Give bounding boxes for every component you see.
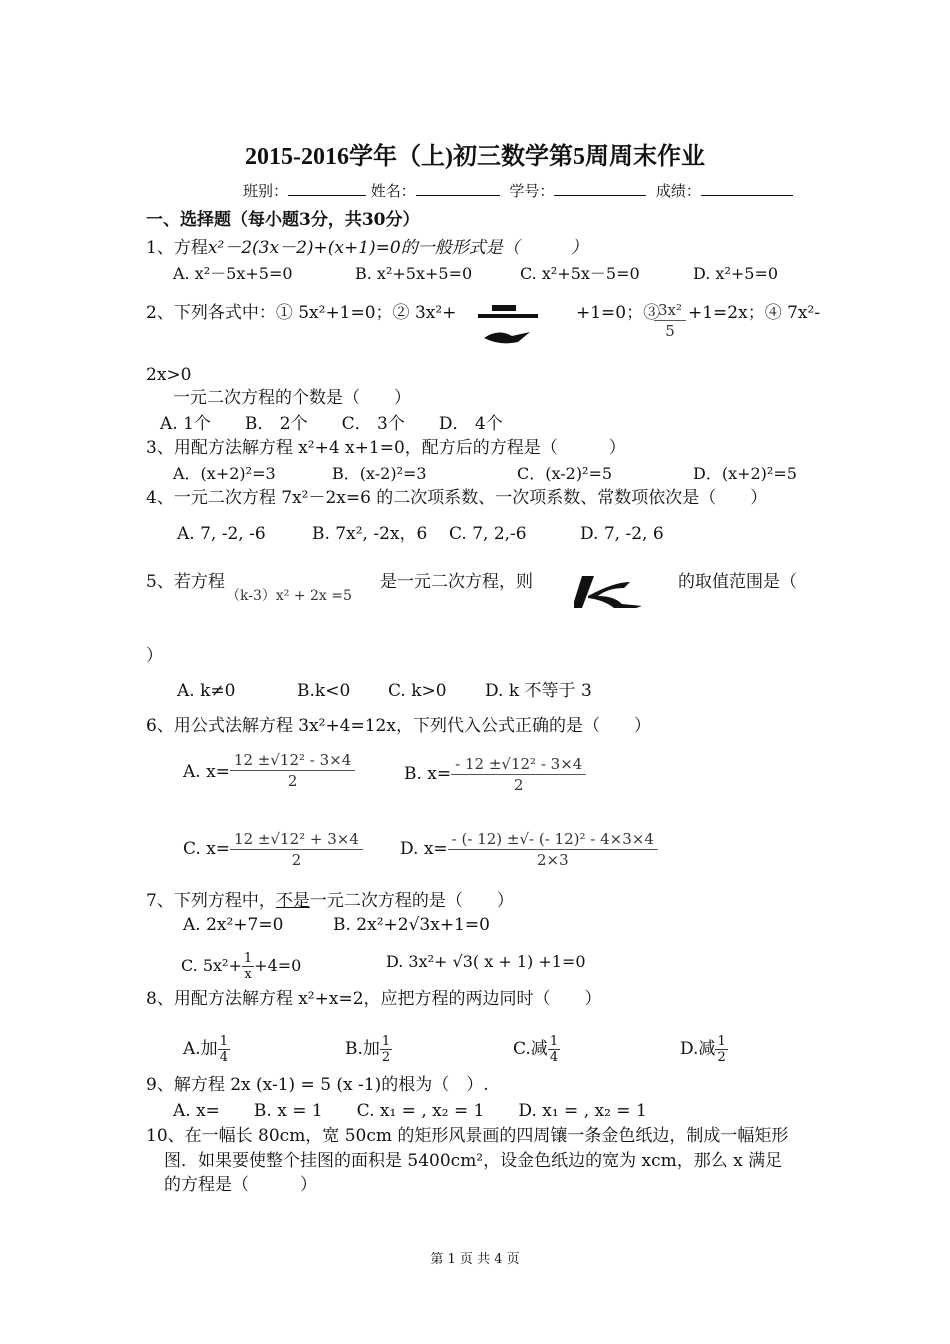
q2-frac3 bbox=[654, 300, 686, 341]
q5-equation: （k-3）x² + 2x =5 bbox=[226, 588, 352, 604]
q9-stem: 9、解方程 2x (x-1) = 5 (x -1)的根为（ ）. bbox=[146, 1075, 489, 1095]
q1-option-a: A. x²－5x+5=0 bbox=[173, 264, 293, 283]
q10-line-1: 10、在一幅长 80cm，宽 50cm 的矩形风景画的四周镶一条金色纸边，制成一幅矩形 bbox=[146, 1126, 789, 1146]
q8-c-text: C.减 bbox=[513, 1039, 548, 1059]
q8-c-num: 1 bbox=[549, 1034, 559, 1049]
q5-stem: 5、若方程 bbox=[146, 572, 225, 592]
q2-continuation: 2x>0 bbox=[146, 365, 192, 385]
q7-option-d: D. 3x²+ √3( x + 1) +1=0 bbox=[386, 952, 586, 971]
q10-line-3: 的方程是（ ） bbox=[164, 1175, 317, 1195]
q7-stem bbox=[146, 890, 514, 912]
q6-c-num: 12 ±√12² + 3×4 bbox=[230, 829, 363, 850]
q7-c-text: C. 5x²+ bbox=[181, 956, 242, 975]
page-footer: 第 1 页 共 4 页 bbox=[430, 1252, 520, 1267]
q3-option-b: B．(x-2)²=3 bbox=[332, 464, 427, 483]
q6-d-label: D. x= bbox=[400, 839, 448, 859]
q7-c-tail: +4=0 bbox=[254, 956, 302, 975]
q8-option-a bbox=[183, 1034, 230, 1065]
q10-line-2: 图．如果要使整个挂图的面积是 5400cm²，设金色纸边的宽为 xcm，那么 x 满足 bbox=[164, 1151, 783, 1171]
k-variable-glyph bbox=[574, 574, 644, 610]
q6-b-den: 2 bbox=[513, 776, 524, 794]
q5-tail: 的取值范围是（ bbox=[678, 572, 797, 592]
q6-option-a bbox=[183, 751, 355, 791]
q8-option-c bbox=[513, 1034, 560, 1065]
q7-c-num: 1 bbox=[243, 951, 253, 966]
q2-frac3-num: 3x² bbox=[654, 300, 686, 321]
q5-option-c: C. k>0 bbox=[388, 681, 447, 701]
q6-d-num: - (- 12) ±√- (- 12)² - 4×3×4 bbox=[448, 829, 658, 850]
q2-frac3-den: 5 bbox=[665, 322, 675, 340]
q1-option-c: C. x²+5x－5=0 bbox=[520, 264, 640, 283]
q8-b-text: B.加 bbox=[345, 1039, 380, 1059]
q3-option-a: A．(x+2)²=3 bbox=[173, 464, 276, 483]
q6-a-den: 2 bbox=[287, 772, 298, 790]
q1-stem bbox=[146, 237, 588, 259]
q7-option-b: B. 2x²+2√3x+1=0 bbox=[333, 915, 490, 935]
q9-options: A. x= B. x = 1 C. x₁ = , x₂ = 1 D. x₁ = , x₂ = 1 bbox=[173, 1101, 647, 1121]
q6-a-label: A. x= bbox=[183, 762, 230, 782]
q2-stem-b: +1=0；③ bbox=[576, 303, 661, 323]
q4-option-c: C. 7, 2,-6 bbox=[449, 524, 527, 544]
q4-option-a: A. 7, -2, -6 bbox=[177, 524, 266, 544]
q8-d-num: 1 bbox=[717, 1034, 726, 1049]
q8-b-den: 2 bbox=[381, 1050, 391, 1065]
q2-options: A. 1个 B． 2个 C． 3个 D． 4个 bbox=[160, 414, 503, 434]
q3-option-d: D．(x+2)²=5 bbox=[693, 464, 797, 483]
q3-option-c: C．(x-2)²=5 bbox=[517, 464, 613, 483]
q6-b-num: - 12 ±√12² - 3×4 bbox=[451, 754, 586, 775]
q2-stem-a: 2、下列各式中：① 5x²+1=0；② 3x²+ bbox=[146, 303, 457, 323]
q4-stem: 4、一元二次方程 7x²－2x=6 的二次项系数、一次项系数、常数项依次是（ ） bbox=[146, 488, 768, 508]
q8-a-num: 1 bbox=[219, 1034, 228, 1049]
q6-a-num: 12 ±√12² - 3×4 bbox=[230, 750, 355, 771]
q7-stem-underlined: 不是 bbox=[275, 891, 310, 911]
q8-b-num: 1 bbox=[381, 1034, 391, 1049]
q1-option-d: D. x²+5=0 bbox=[693, 264, 779, 283]
section-heading: 一、选择题（每小题3分，共30分） bbox=[146, 210, 420, 230]
q5-option-b: B.k<0 bbox=[297, 681, 351, 701]
q2-stem-c: +1=2x；④ 7x²- bbox=[688, 303, 821, 323]
q1-option-b: B. x²+5x+5=0 bbox=[355, 264, 473, 283]
fraction-image-glyph bbox=[478, 302, 540, 346]
q8-a-den: 4 bbox=[219, 1050, 228, 1065]
score-label: 成绩： bbox=[655, 182, 701, 200]
q6-option-b bbox=[404, 754, 586, 795]
q6-c-den: 2 bbox=[291, 851, 302, 869]
q8-stem: 8、用配方法解方程 x²+x=2，应把方程的两边同时（ ） bbox=[146, 989, 602, 1009]
q8-a-text: A.加 bbox=[183, 1039, 218, 1059]
q5-option-a: A. k≠0 bbox=[177, 681, 236, 701]
q6-option-d bbox=[400, 829, 658, 870]
q6-b-label: B. x= bbox=[404, 764, 452, 784]
q8-c-den: 4 bbox=[549, 1050, 559, 1065]
q7-stem-b: 一元二次方程的是（ ） bbox=[309, 891, 514, 911]
q8-d-den: 2 bbox=[717, 1050, 726, 1065]
q4-option-d: D. 7, -2, 6 bbox=[580, 524, 664, 544]
q6-d-den: 2×3 bbox=[536, 851, 569, 869]
q8-option-b bbox=[345, 1034, 392, 1065]
q5-option-d: D. k 不等于 3 bbox=[485, 681, 592, 701]
q6-c-label: C. x= bbox=[183, 839, 231, 859]
q5-close: ） bbox=[146, 646, 163, 666]
q5-mid: 是一元二次方程，则 bbox=[380, 572, 533, 592]
q7-c-den: x bbox=[244, 967, 252, 982]
q8-option-d bbox=[680, 1034, 728, 1065]
q2-ask: 一元二次方程的个数是（ ） bbox=[173, 388, 411, 408]
q7-option-c bbox=[181, 951, 301, 982]
id-label: 学号： bbox=[509, 182, 555, 200]
q1-equation: x²－2(3x－2)+(x+1)=0的一般形式是（ ） bbox=[207, 238, 588, 258]
page-title: 2015-2016学年（上)初三数学第5周周末作业 bbox=[245, 144, 705, 170]
name-label: 姓名： bbox=[370, 182, 416, 200]
info-line bbox=[243, 180, 793, 202]
q6-option-c bbox=[183, 829, 363, 870]
q7-stem-a: 7、下列方程中， bbox=[146, 891, 276, 911]
q6-stem: 6、用公式法解方程 3x²+4=12x，下列代入公式正确的是（ ） bbox=[146, 716, 651, 736]
q3-stem: 3、用配方法解方程 x²+4 x+1=0，配方后的方程是（ ） bbox=[146, 438, 626, 458]
class-label: 班别： bbox=[243, 182, 289, 200]
q8-d-text: D.减 bbox=[680, 1039, 716, 1059]
q4-option-b: B. 7x², -2x，6 bbox=[312, 524, 428, 544]
q1-stem-text: 1、方程 bbox=[146, 238, 208, 258]
q7-option-a: A. 2x²+7=0 bbox=[183, 915, 284, 935]
